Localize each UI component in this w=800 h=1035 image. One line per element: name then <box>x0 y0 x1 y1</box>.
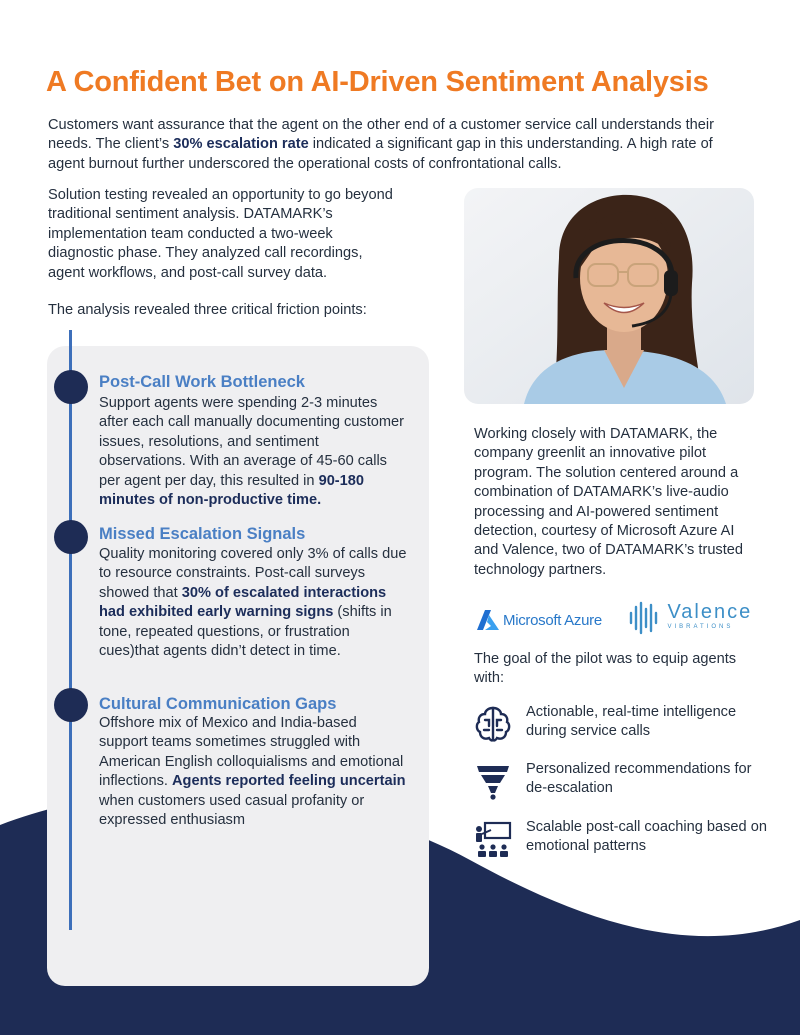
pilot-paragraph: Working closely with DATAMARK, the company greenlit an innovative pilot program. The solution centered around a combination of DATAMARK’s live-audio processing and AI-powered sentiment detection, courtesy of Microsoft Azure AI and Valence, two of DATAMARK’s trusted technology partners. <box>474 426 744 578</box>
friction-title: Missed Escalation Signals <box>99 525 306 543</box>
goal-item: Scalable post-call coaching based on emotional patterns <box>526 819 767 855</box>
soundwave-icon <box>628 601 660 635</box>
intro-paragraph: Customers want assurance that the agent on the other end of a customer service call understands their needs. The client’s 30% escalation rate indicated a significant gap in this understanding. A high rate of agent burnout further underscored the operational costs of confrontational calls. <box>48 117 715 172</box>
azure-logo: Microsoft Azure <box>476 607 602 633</box>
timeline-line <box>69 330 72 930</box>
goal-item: Actionable, real-time intelligence during service calls <box>526 704 737 740</box>
funnel-icon <box>473 762 513 802</box>
valence-logo: Valence VIBRATIONS <box>628 601 752 635</box>
escalation-rate-highlight: 30% escalation rate <box>173 136 309 153</box>
friction-title: Cultural Communication Gaps <box>99 695 337 713</box>
presentation-icon <box>473 820 513 860</box>
brain-icon <box>473 704 513 744</box>
timeline-marker <box>54 370 88 404</box>
goal-item: Personalized recommendations for de-escalation <box>526 761 752 797</box>
friction-intro: The analysis revealed three critical friction points: <box>48 302 367 318</box>
azure-icon <box>476 609 500 631</box>
friction-body: Offshore mix of Mexico and India-based support teams sometimes struggled with American English colloquialisms and emotional inflections. Agents reported feeling uncertain when customers used casual profanity or expressed enthusiasm <box>99 715 406 829</box>
timeline-marker <box>54 688 88 722</box>
page-title: A Confident Bet on AI-Driven Sentiment Analysis <box>46 66 709 98</box>
friction-body: Support agents were spending 2-3 minutes after each call manually documenting customer issues, resolutions, and sentiment observations. With an average of 45-60 calls per agent per day, this resulted in 90-180 minutes of non-productive time. <box>99 395 405 509</box>
timeline-marker <box>54 520 88 554</box>
friction-title: Post-Call Work Bottleneck <box>99 373 305 391</box>
agent-photo <box>464 188 754 404</box>
friction-body: Quality monitoring covered only 3% of calls due to resource constraints. Post-call surveys showed that 30% of escalated interactions had exhibited early warning signs (shifts in tone, repeated questions, or frustration cues)that agents didn’t detect in time. <box>99 546 407 660</box>
solution-paragraph: Solution testing revealed an opportunity to go beyond traditional sentiment analysis. DATAMARK’s implementation team conducted a two-week diagnostic phase. They analyzed call recordings, agent workflows, and post-call survey data. <box>48 187 393 281</box>
goal-intro: The goal of the pilot was to equip agents with: <box>474 651 737 687</box>
